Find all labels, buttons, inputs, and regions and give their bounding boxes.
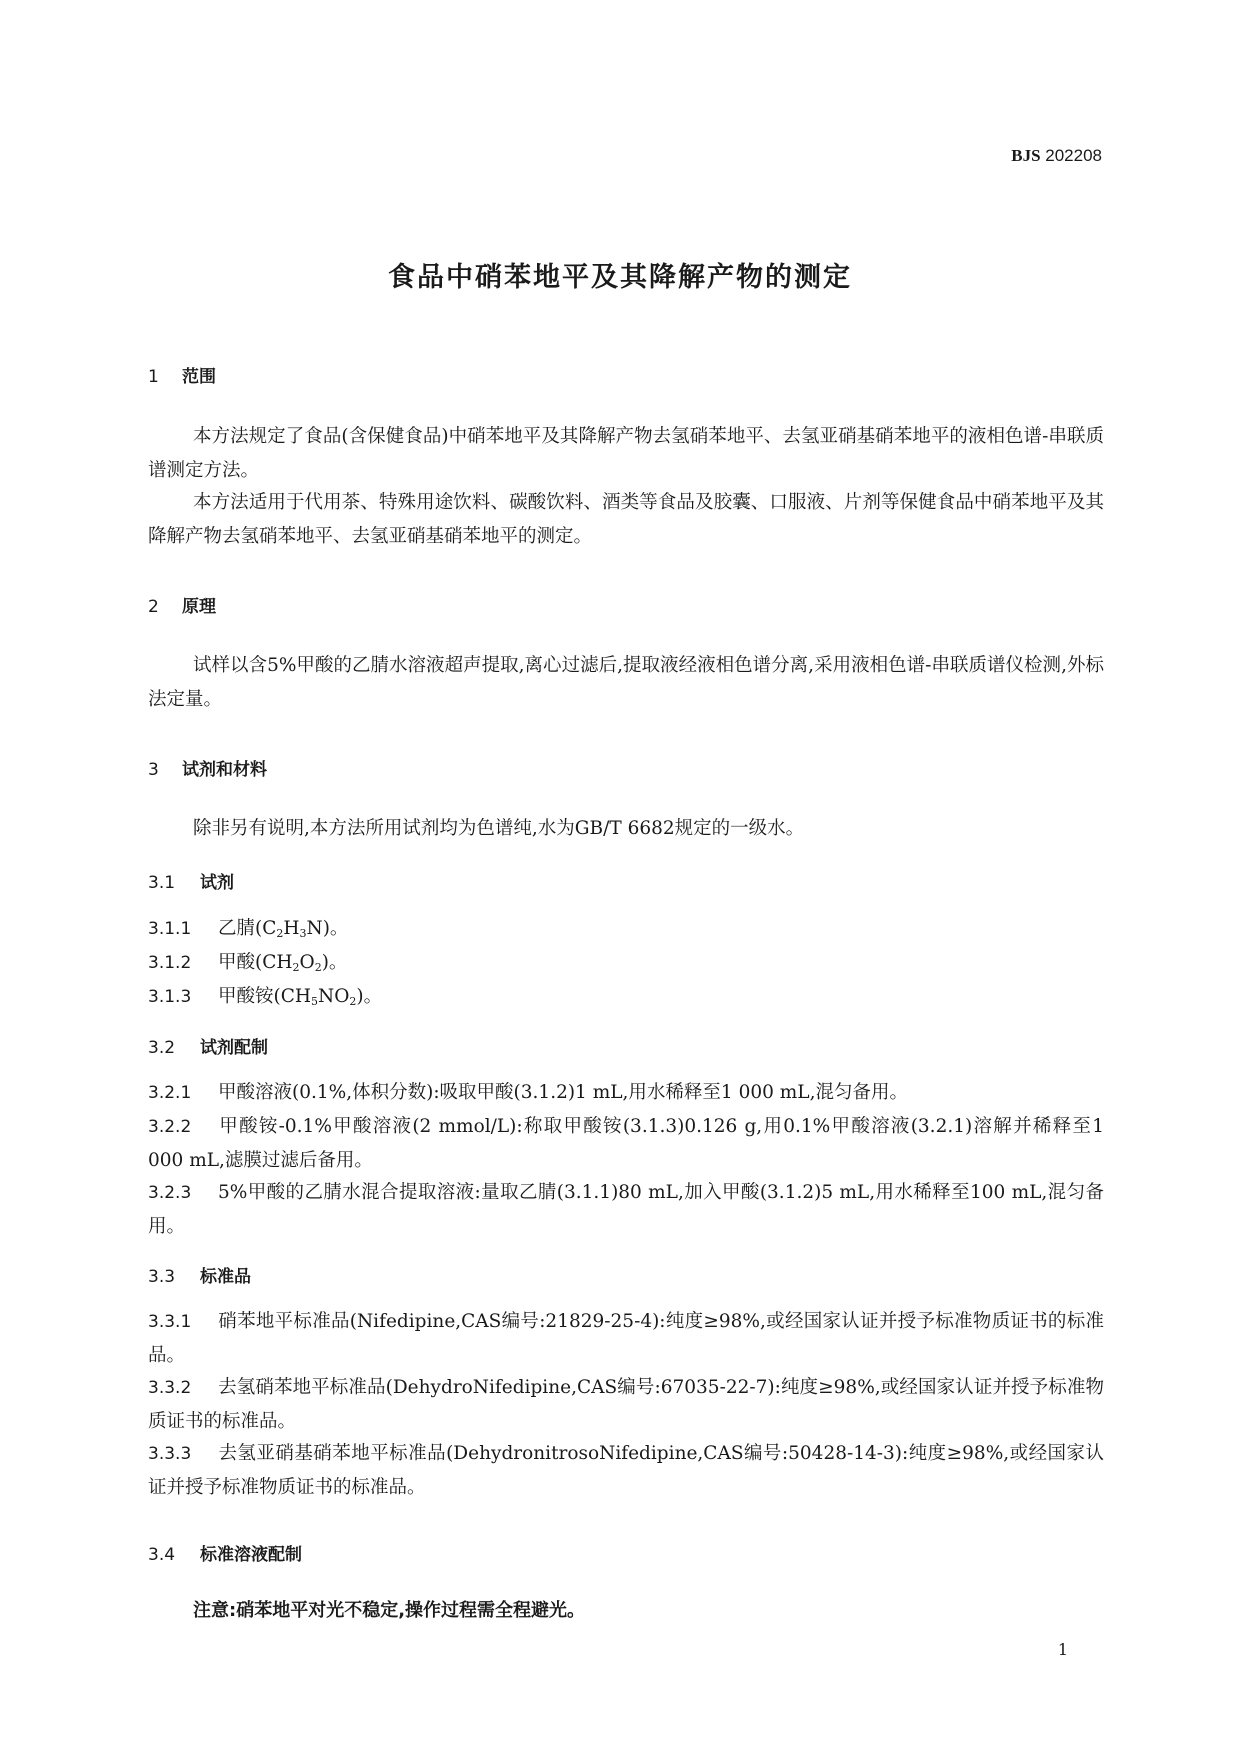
section-2-heading: 2 原理 (148, 597, 216, 617)
clause-3-2-1: 3.2.1 甲酸溶液(0.1%,体积分数):吸取甲酸(3.1.2)1 mL,用水稀释至1 000 mL,混匀备用。 (148, 1082, 908, 1103)
section-3-3-heading: 3.3 标准品 (148, 1267, 251, 1287)
clause-3-1-3: 3.1.3 甲酸铵$(CH_5NO_2)$。 (148, 986, 383, 1008)
section-3-1-heading: 3.1 试剂 (148, 873, 234, 893)
clause-3-3-3: 3.3.3 去氢亚硝基硝苯地平标准品(DehydronitrosoNifedipine,CAS编号:50428-14-3):纯度≥98%,或经国家认证并授予标准物质证书的标准品。 (148, 1443, 1104, 1498)
section-2-paragraph: 试样以含5%甲酸的乙腈水溶液超声提取,离心过滤后,提取液经液相色谱分离,采用液相色谱-串联质谱仪检测,外标法定量。 (148, 655, 1104, 710)
standard-code: BJS 202208 (1011, 146, 1102, 165)
document-title: 食品中硝苯地平及其降解产物的测定 (388, 262, 852, 293)
page-number: 1 (1057, 1640, 1068, 1659)
section-3-4-heading: 3.4 标准溶液配制 (148, 1545, 302, 1565)
clause-3-2-2: 3.2.2 甲酸铵-0.1%甲酸溶液(2 mmol/L):称取甲酸铵(3.1.3)0.126 g,用0.1%甲酸溶液(3.2.1)溶解并稀释至1 000 mL,滤膜过滤后备用。 (148, 1116, 1104, 1171)
section-3-paragraph: 除非另有说明,本方法所用试剂均为色谱纯,水为GB/T 6682规定的一级水。 (193, 818, 805, 839)
section-3-heading: 3 试剂和材料 (148, 760, 267, 780)
section-1-paragraph-1: 本方法规定了食品(含保健食品)中硝苯地平及其降解产物去氢硝苯地平、去氢亚硝基硝苯地平的液相色谱-串联质谱测定方法。 (148, 426, 1104, 481)
clause-3-1-1: 3.1.1 乙腈$(C_2H_3N)$。 (148, 918, 349, 940)
section-1-paragraph-2: 本方法适用于代用茶、特殊用途饮料、碳酸饮料、酒类等食品及胶囊、口服液、片剂等保健食品中硝苯地平及其降解产物去氢硝苯地平、去氢亚硝基硝苯地平的测定。 (148, 492, 1104, 547)
clause-3-1-2: 3.1.2 甲酸$(CH_2O_2)$。 (148, 952, 348, 974)
light-sensitivity-note: 注意:硝苯地平对光不稳定,操作过程需全程避光。 (193, 1600, 586, 1621)
clause-3-2-3: 3.2.3 5%甲酸的乙腈水混合提取溶液:量取乙腈(3.1.1)80 mL,加入甲酸(3.1.2)5 mL,用水稀释至100 mL,混匀备用。 (148, 1182, 1104, 1237)
clause-3-3-2: 3.3.2 去氢硝苯地平标准品(DehydroNifedipine,CAS编号:67035-22-7):纯度≥98%,或经国家认证并授予标准物质证书的标准品。 (148, 1377, 1104, 1432)
section-3-2-heading: 3.2 试剂配制 (148, 1038, 268, 1058)
section-1-heading: 1 范围 (148, 367, 216, 387)
clause-3-3-1: 3.3.1 硝苯地平标准品(Nifedipine,CAS编号:21829-25-4):纯度≥98%,或经国家认证并授予标准物质证书的标准品。 (148, 1311, 1104, 1366)
